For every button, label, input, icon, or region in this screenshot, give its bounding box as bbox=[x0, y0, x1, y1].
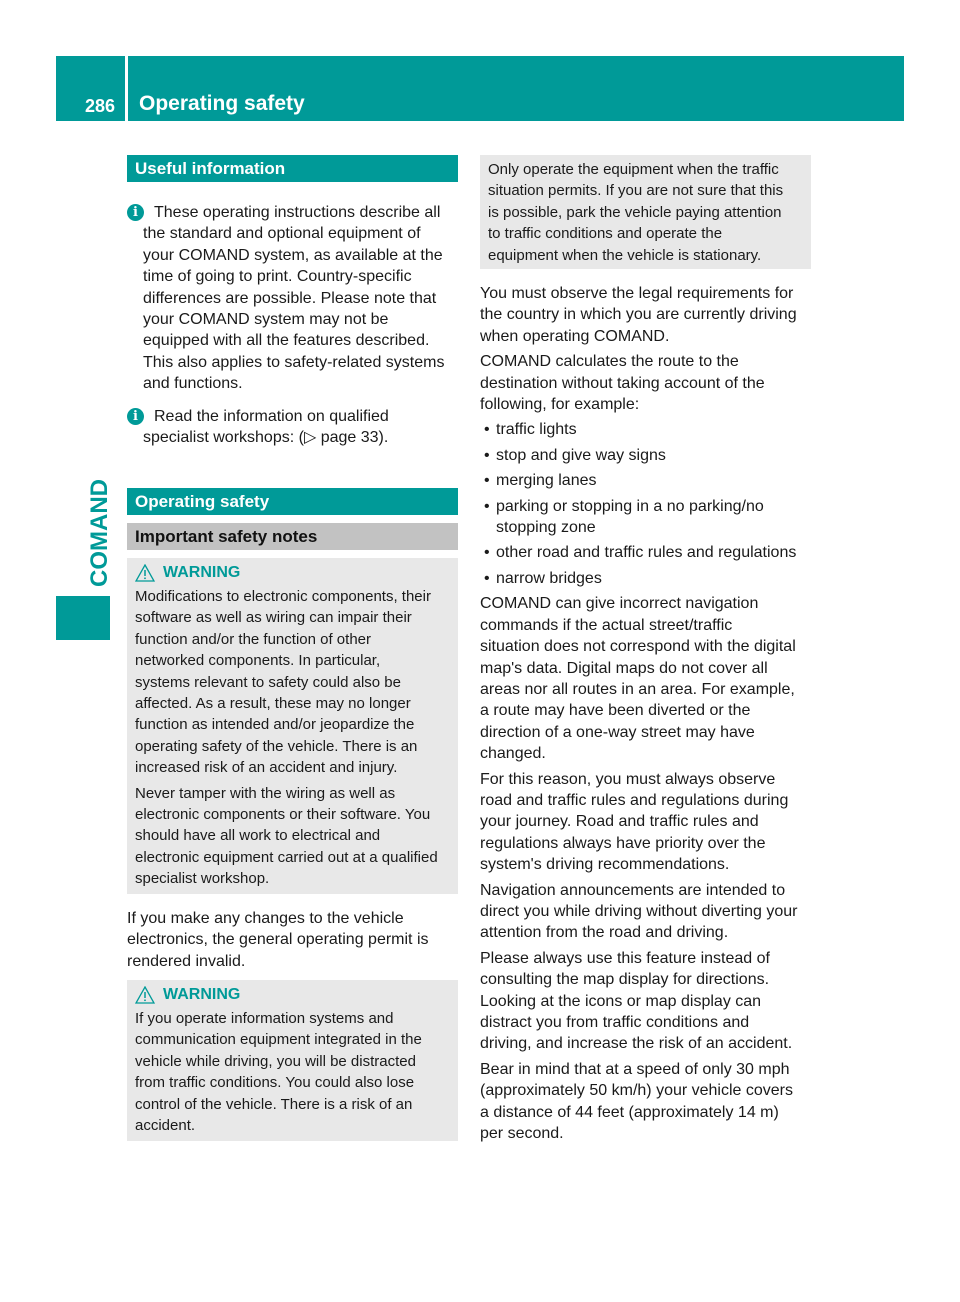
text-line: Modifications to electronic components, their bbox=[135, 588, 431, 605]
text-line: a distance of 44 feet (approximately 14 m) bbox=[480, 1103, 779, 1121]
note-box bbox=[480, 155, 811, 269]
text-line: Read the information on qualified bbox=[154, 408, 389, 425]
text-line: regulations always have priority over the bbox=[480, 834, 766, 852]
text-line: • other road and traffic rules and regulations bbox=[496, 544, 797, 562]
paragraph bbox=[480, 948, 815, 1055]
text-line: • merging lanes bbox=[496, 472, 597, 490]
text-line: situation does not correspond with the digital bbox=[480, 638, 796, 656]
text-line: control of the vehicle. There is a risk of an bbox=[135, 1095, 413, 1113]
text-line: consulting the map display for directions. bbox=[480, 971, 770, 989]
text-line: COMAND calculates the route to the bbox=[480, 353, 739, 371]
subheading-important-safety-notes: Important safety notes bbox=[127, 523, 458, 550]
text-line: vehicle while driving, you will be distracted bbox=[135, 1052, 416, 1070]
text-line: your COMAND system may not be bbox=[143, 311, 389, 329]
text-line: destination without taking account of the bbox=[480, 374, 765, 392]
text-line: per second. bbox=[480, 1125, 564, 1143]
text-line: networked components. In particular, bbox=[135, 652, 381, 670]
text-line: function and/or the function of other bbox=[135, 630, 371, 648]
text-line: when operating COMAND. bbox=[480, 327, 670, 345]
section-heading-useful-information: Useful information bbox=[127, 155, 458, 182]
page-number-box bbox=[56, 56, 125, 121]
warning-triangle-icon bbox=[135, 986, 155, 1004]
right-column-text bbox=[480, 283, 815, 1148]
text-line: • narrow bridges bbox=[496, 569, 602, 587]
paragraph bbox=[480, 593, 815, 764]
text-line: operating safety of the vehicle. There is an bbox=[135, 737, 418, 755]
paragraph bbox=[480, 1059, 815, 1145]
text-line: following, for example: bbox=[480, 396, 640, 414]
text-line: Bear in mind that at a speed of only 30 mph bbox=[480, 1060, 790, 1078]
paragraph-operating-permit bbox=[127, 908, 429, 972]
info-note-1 bbox=[127, 202, 444, 395]
text-line: For this reason, you must always observe bbox=[480, 770, 776, 788]
bullet-item bbox=[480, 445, 815, 466]
bullet-item bbox=[480, 542, 815, 563]
bullet-item bbox=[480, 568, 815, 589]
text-line: specialist workshops: (▷ page 33). bbox=[143, 429, 389, 447]
text-line: increased risk of an accident and injury. bbox=[135, 759, 398, 777]
chapter-title: Operating safety bbox=[139, 92, 305, 115]
text-line: road and traffic rules and regulations during bbox=[480, 791, 789, 809]
side-tab-marker bbox=[56, 596, 110, 640]
bullet-item bbox=[480, 470, 815, 491]
text-line: Please always use this feature instead of bbox=[480, 949, 770, 967]
text-line: Never tamper with the wiring as well as bbox=[135, 784, 396, 802]
text-line: equipment when the vehicle is stationary. bbox=[488, 246, 762, 264]
section-heading-operating-safety: Operating safety bbox=[127, 488, 458, 515]
text-line: differences are possible. Please note that bbox=[143, 289, 437, 307]
info-note-2 bbox=[127, 406, 389, 449]
bullet-item bbox=[480, 496, 815, 539]
text-line: equipped with all the features described. bbox=[143, 332, 430, 350]
text-line: • parking or stopping in a no parking/no bbox=[496, 497, 764, 515]
text-line: direct you while driving without diverting your bbox=[480, 902, 798, 920]
warning-triangle-icon bbox=[135, 564, 155, 582]
paragraph bbox=[480, 769, 815, 876]
text-line: Navigation announcements are intended to bbox=[480, 881, 786, 899]
text-line: map's data. Digital maps do not cover all bbox=[480, 659, 768, 677]
text-line: situation permits. If you are not sure that this bbox=[488, 182, 784, 200]
bullet-list bbox=[480, 419, 815, 589]
text-line: rendered invalid. bbox=[127, 952, 246, 970]
text-line: (approximately 50 km/h) your vehicle covers bbox=[480, 1082, 794, 1100]
text-line: the country in which you are currently driving bbox=[480, 306, 797, 324]
text-line: system's driving recommendations. bbox=[480, 856, 730, 874]
text-line: time of going to print. Country-specific bbox=[143, 268, 412, 286]
text-line: driving, and increase the risk of an accident. bbox=[480, 1035, 793, 1053]
text-line: to traffic conditions and operate the bbox=[488, 225, 723, 243]
info-icon: i bbox=[127, 204, 144, 221]
text-line: is possible, park the vehicle paying attention bbox=[488, 203, 782, 221]
text-line: COMAND can give incorrect navigation bbox=[480, 595, 759, 613]
paragraph bbox=[480, 283, 815, 347]
text-line: distract you from traffic conditions and bbox=[480, 1014, 750, 1031]
text-line: changed. bbox=[480, 745, 546, 763]
paragraph bbox=[480, 880, 815, 944]
text-line: affected. As a result, these may no longer bbox=[135, 695, 411, 713]
text-line: function as intended and/or jeopardize the bbox=[135, 716, 415, 734]
text-line: your journey. Road and traffic rules and bbox=[480, 813, 759, 831]
text-line: If you make any changes to the vehicle bbox=[127, 910, 404, 927]
text-line: and functions. bbox=[143, 375, 243, 393]
text-line: the standard and optional equipment of bbox=[143, 225, 421, 243]
warning-box-2 bbox=[127, 980, 458, 1141]
page-number: 286 bbox=[84, 96, 115, 116]
text-line: • traffic lights bbox=[496, 421, 577, 439]
info-icon: i bbox=[127, 408, 144, 425]
text-line: commands if the actual street/traffic bbox=[480, 616, 733, 634]
text-line: areas nor all routes in an area. For example, bbox=[480, 680, 795, 698]
text-line: software as well as wiring can impair their bbox=[135, 609, 412, 627]
text-line: your COMAND system, as available at the bbox=[143, 246, 443, 264]
text-line: attention from the road and driving. bbox=[480, 924, 729, 942]
warning-box-1 bbox=[127, 558, 458, 894]
text-line: accident. bbox=[135, 1117, 196, 1135]
text-line: specialist workshop. bbox=[135, 870, 270, 888]
text-line: from traffic conditions. You could also lose bbox=[135, 1074, 415, 1092]
text-line: systems relevant to safety could also be bbox=[135, 673, 401, 691]
text-line: direction of a one-way street may have bbox=[480, 723, 755, 741]
text-line: stopping zone bbox=[496, 519, 596, 537]
chapter-title-bar bbox=[128, 56, 904, 121]
text-line: electronic components or their software. You bbox=[135, 806, 431, 824]
warning-label: WARNING bbox=[163, 563, 241, 581]
text-line: electronics, the general operating permit is bbox=[127, 931, 429, 949]
text-line: If you operate information systems and bbox=[135, 1010, 394, 1027]
warning-label: WARNING bbox=[163, 985, 241, 1003]
text-line: should have all work to electrical and bbox=[135, 827, 381, 845]
text-line: electronic equipment carried out at a qualified bbox=[135, 848, 438, 866]
text-line: This also applies to safety-related systems bbox=[143, 353, 445, 371]
text-line: Looking at the icons or map display can bbox=[480, 992, 762, 1010]
text-line: These operating instructions describe all bbox=[154, 204, 441, 221]
side-tab-label: COMAND bbox=[86, 479, 113, 587]
text-line: communication equipment integrated in the bbox=[135, 1031, 422, 1049]
bullet-item bbox=[480, 419, 815, 440]
text-line: Only operate the equipment when the traffic bbox=[488, 161, 779, 178]
text-line: a route may have been diverted or the bbox=[480, 702, 751, 720]
paragraph bbox=[480, 351, 815, 415]
text-line: • stop and give way signs bbox=[496, 446, 666, 464]
text-line: You must observe the legal requirements for bbox=[480, 285, 794, 302]
